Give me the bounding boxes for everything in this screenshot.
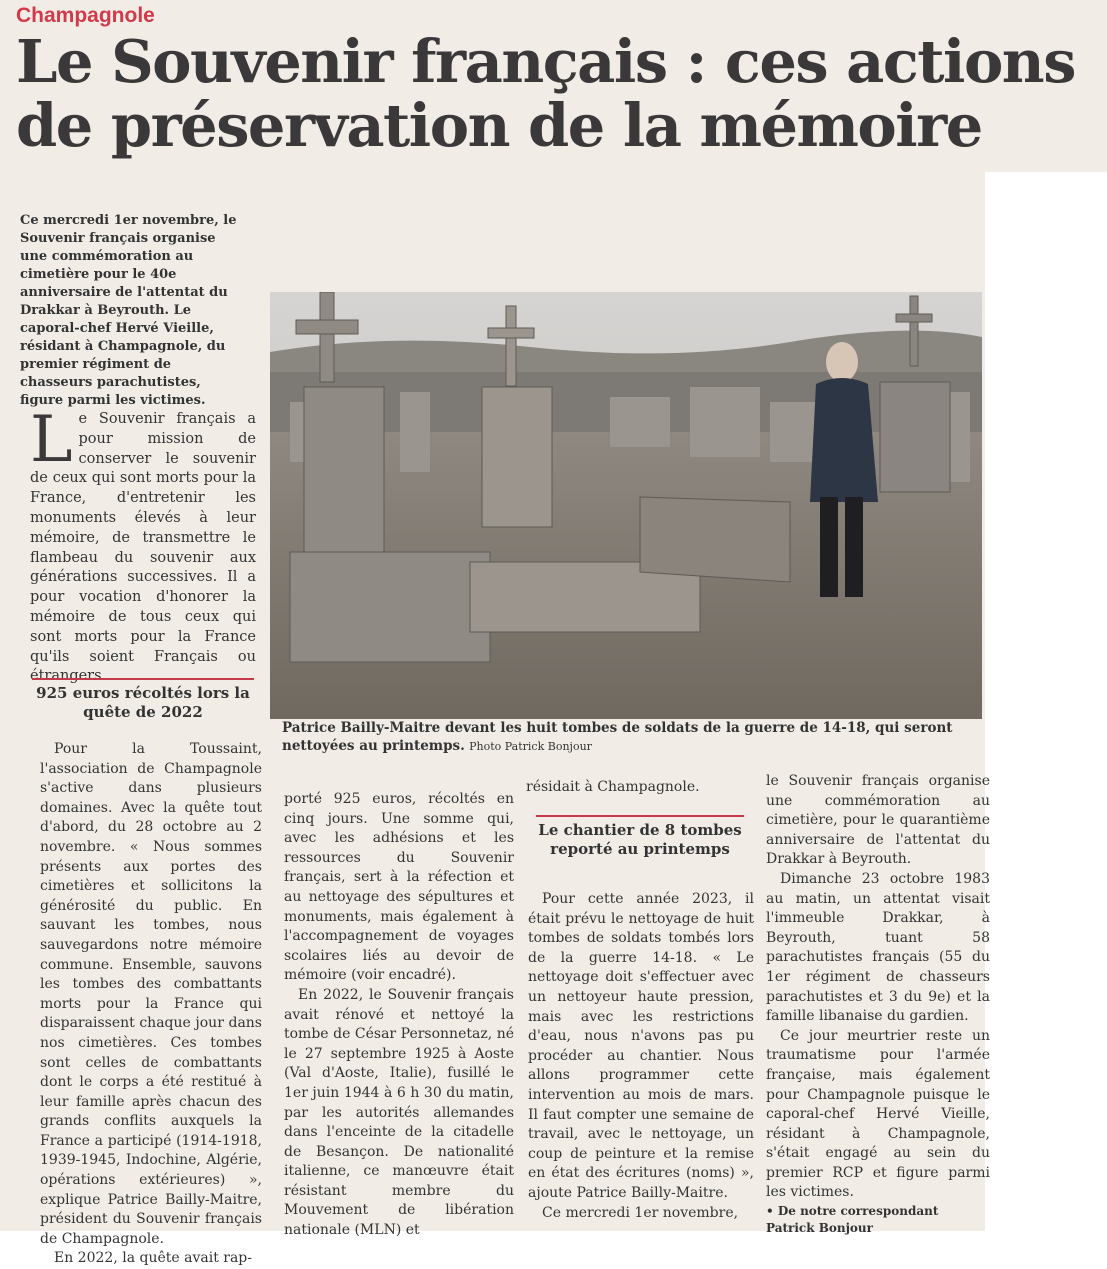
col4-paragraph-3: Ce jour meurtrier reste un traumatisme pour l'armée française, mais également pour Champagnole puisque le caporal-chef Hervé Vieille, résidant à Champagnole, s'était engagé au sein du premier RCP et figure parmi les victimes. [766, 1027, 990, 1201]
headline-line-2: de préservation de la mémoire [16, 91, 982, 160]
subhead-chantier: Le chantier de 8 tombes reporté au printemps [536, 815, 744, 859]
column-3-body [528, 890, 754, 1223]
column-2 [284, 790, 514, 1241]
headline [16, 27, 1106, 160]
col1-paragraph-1: Pour la Toussaint, l'association de Champagnole s'active dans plusieurs domaines. Avec la quête tout d'abord, du 28 octobre au 2 novembre. « Nous sommes présents aux portes des cimetières et sollicitons la générosité du public. En sauvant les tombes, nous sauvegardons notre mémoire commune. Ensemble, sauvons les tombes des combattants morts pour la France qui disparaissent chaque jour dans nos cimetières. Ces tombes sont celles de combattants dont le corps a été restitué à leur famille après chacun des grands conflits auxquels la France a participé (1914-1918, 1939-1945, Indochine, Algérie, opérations extérieures) », explique Patrice Bailly-Maitre, président du Souvenir français de Champagnole. [40, 741, 262, 1247]
cemetery-photo [270, 292, 982, 719]
col4-paragraph-1: le Souvenir français organise une commémoration au cimetière, pour le quarantième anniversaire de l'attentat du Drakkar à Beyrouth. [766, 773, 990, 868]
headline-line-1: Le Souvenir français : ces actions [16, 27, 1075, 96]
col1-paragraph-2: En 2022, la quête avait rap- [54, 1250, 253, 1267]
signature-line-1: • De notre correspondant [766, 1204, 939, 1219]
cemetery-photo-image [270, 292, 982, 719]
intro-text-block [30, 403, 256, 687]
col2-paragraph-2: En 2022, le Souvenir français avait rénové et nettoyé la tombe de César Personnetaz, né le 27 septembre 1925 à Aoste (Val d'Aoste, Italie), fusillé le 1er juin 1944 à 6 h 30 du matin, par les autorités allemandes dans l'enceinte de la citadelle de Besançon. De nationalité italienne, ce manœuvre était résistant membre du Mouvement de libération nationale (MLN) et [284, 986, 514, 1239]
subhead-quete: 925 euros récoltés lors la quête de 2022 [32, 678, 254, 722]
col4-paragraph-2: Dimanche 23 octobre 1983 au matin, un attentat visait l'immeuble Drakkar, à Beyrouth, tuant 58 parachutistes français (55 du 1er régiment de chasseurs parachutistes et 3 du 9e) et la famille libanaise du gardien. [766, 870, 990, 1025]
intro-text: e Souvenir français a pour mission de conserver le souvenir de ceux qui sont morts pour la France, d'entretenir les monuments élevés à leur mémoire, de transmettre le flambeau du souvenir aux générations successives. Il a pour vocation d'honorer la mémoire de tous ceux qui sont morts pour la France qu'ils soient Français ou étrangers. [30, 411, 256, 685]
section-label: Champagnole [16, 4, 155, 27]
column-4 [766, 772, 990, 1237]
column-1 [40, 740, 262, 1269]
drop-cap: L [30, 403, 73, 477]
col3-paragraph-2: Ce mercredi 1er novembre, [542, 1204, 739, 1221]
caption-credit: Photo Patrick Bonjour [469, 740, 592, 753]
col3-paragraph-1: Pour cette année 2023, il était prévu le nettoyage de huit tombes de soldats tombés lors de la guerre 14-18. « Le nettoyage doit s'effectuer avec un nettoyeur haute pression, mais avec les restrictions d'eau, nous n'avons pas pu procéder au chantier. Nous allons programmer cette intervention au mois de mars. Il faut compter une semaine de travail, avec le nettoyage, un coup de peinture et la remise en état des écritures (noms) », ajoute Patrice Bailly-Maitre. [528, 891, 754, 1201]
caption-main: Patrice Bailly-Maitre devant les huit tombes de soldats de la guerre de 14-18, qui seront nettoyées au printemps. [282, 720, 953, 754]
col3-paragraph-0: résidait à Champagnole. [526, 779, 700, 795]
signature-line-2: Patrick Bonjour [766, 1221, 873, 1236]
intro-paragraph [30, 403, 256, 687]
column-3 [526, 778, 752, 798]
photo-caption [282, 719, 972, 756]
col2-paragraph-1: porté 925 euros, récoltés en cinq jours. Une somme qui, avec les adhésions et les ressources du Souvenir français, sert à la réfection et au nettoyage des sépultures et monuments, mais également à l'accompagnement de voyages scolaires liés au devoir de mémoire (voir encadré). [284, 791, 514, 984]
lead-paragraph: Ce mercredi 1er novembre, le Souvenir français organise une commémoration au cimetière pour le 40e anniversaire de l'attentat du Drakkar à Beyrouth. Le caporal-chef Hervé Vieille, résidant à Champagnole, du premier régiment de chasseurs parachutistes, figure parmi les victimes. [20, 213, 237, 408]
